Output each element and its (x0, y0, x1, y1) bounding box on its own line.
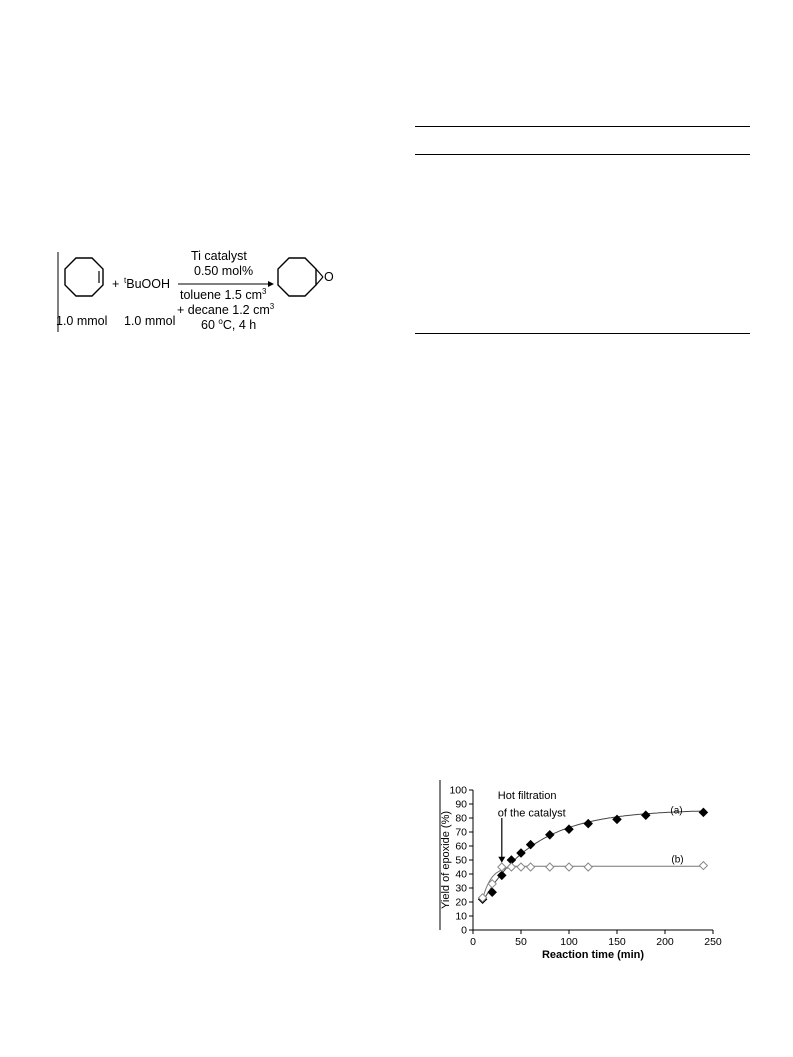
x-tick-label: 0 (470, 936, 476, 948)
series-b-fit-line (483, 866, 704, 899)
x-tick-label: 100 (560, 936, 578, 948)
y-tick-label: 60 (455, 840, 467, 853)
tbuooh-label: $^t$BuOOH (124, 276, 170, 291)
tbuooh-amount: 1.0 mmol (124, 314, 176, 328)
series-b-point (565, 863, 573, 871)
catalyst-label: Ti catalyst (191, 249, 247, 263)
y-axis-label: Yield of epoxide (%) (440, 810, 452, 910)
cyclooctene-amount: 1.0 mmol (56, 314, 108, 328)
series-b-label: (b) (671, 854, 684, 866)
annotation-arrow-head (498, 857, 505, 863)
series-a-point (526, 840, 534, 848)
series-a-point (642, 811, 650, 819)
y-tick-label: 40 (455, 868, 467, 881)
y-tick-label: 50 (455, 854, 467, 867)
series-b-point (699, 862, 707, 870)
y-tick-label: 0 (461, 924, 467, 937)
table-bottom-rule (415, 333, 750, 334)
loading-label: 0.50 mol% (194, 264, 254, 278)
y-tick-label: 10 (455, 910, 467, 923)
y-tick-label: 70 (455, 826, 467, 839)
series-a-point (699, 808, 707, 816)
series-a-point (498, 871, 506, 879)
y-tick-label: 20 (455, 896, 467, 909)
x-tick-label: 200 (656, 936, 674, 948)
y-tick-label: 90 (455, 798, 467, 811)
series-b-point (507, 863, 515, 871)
y-tick-label: 30 (455, 882, 467, 895)
series-b-point (546, 863, 554, 871)
x-tick-label: 150 (608, 936, 626, 948)
series-a-point (584, 819, 592, 827)
solvent-decane-label: + decane 1.2 $cm^3$ (177, 302, 275, 317)
series-b-point (584, 863, 592, 871)
y-tick-label: 100 (449, 784, 467, 797)
temperature-label: 60 $^o$C, 4 h (201, 317, 257, 332)
x-axis-label: Reaction time (min) (541, 949, 645, 961)
plus-sign: + (112, 277, 120, 291)
epoxide-yield-chart (430, 780, 730, 965)
series-b-point (517, 863, 525, 871)
series-a-point (488, 888, 496, 896)
y-tick-label: 80 (455, 812, 467, 825)
series-a-fit-line (483, 811, 704, 902)
chart-svg (430, 780, 730, 965)
x-tick-label: 50 (515, 936, 527, 948)
x-tick-label: 250 (704, 936, 722, 948)
epoxide-oxygen-label: O (324, 270, 334, 284)
series-a-label: (a) (670, 805, 683, 817)
annotation-line-1: Hot filtration (497, 790, 557, 802)
reaction-scheme (56, 248, 386, 338)
cyclooctene-ring (65, 258, 103, 296)
series-b-point (527, 863, 535, 871)
series-a-point (517, 849, 525, 857)
epoxide-ring (278, 258, 316, 296)
solvent-toluene-label: toluene 1.5 $cm^3$ (180, 287, 267, 302)
annotation-line-2: of the catalyst (497, 807, 566, 820)
table-top-rule (415, 126, 750, 127)
series-a-point (546, 831, 554, 839)
table-header-rule (415, 154, 750, 155)
